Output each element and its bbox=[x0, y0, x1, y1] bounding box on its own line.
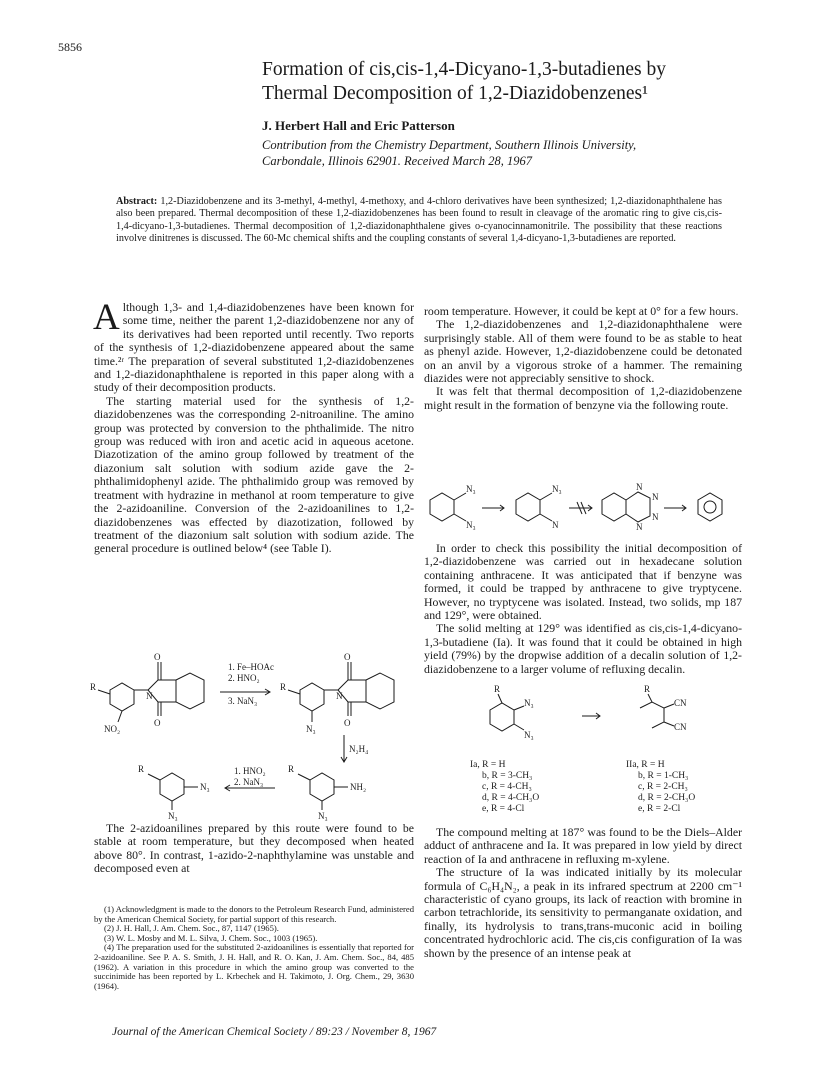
paragraph-azidoanilines: The 2-azidoanilines prepared by this route were found to be stable at room temperature, but they decomposed when heated above 80°. In contrast, 1-azido-2-naphthylamine was unstable and decomposed even at bbox=[94, 821, 414, 876]
benzene-ring bbox=[430, 493, 454, 521]
svg-text:R: R bbox=[644, 684, 651, 694]
svg-text:N: N bbox=[336, 691, 343, 701]
synthesis-scheme bbox=[90, 650, 420, 820]
svg-text:N₃: N₃ bbox=[168, 811, 178, 821]
series-ii-item: e, R = 2-Cl bbox=[638, 804, 681, 814]
svg-text:R: R bbox=[138, 764, 145, 774]
svg-text:O: O bbox=[154, 718, 161, 728]
svg-text:R: R bbox=[288, 764, 295, 774]
series-ii-legend bbox=[626, 760, 736, 815]
series-i-item: b, R = 3-CH₃ bbox=[482, 771, 533, 781]
paragraph-dicyano: The solid melting at 129° was identified as cis,cis-1,4-dicyano-1,3-butadiene (Ia). It was found that it could be obtained in high yield (79%) by the dropwise addition of a decalin solution of 1,2-diazidobenzene to a larger volume of refluxing decalin. bbox=[424, 621, 742, 676]
svg-text:NO₂: NO₂ bbox=[104, 724, 121, 734]
series-ii-item: b, R = 1-CH₃ bbox=[638, 771, 689, 781]
benzene-ring bbox=[602, 493, 626, 521]
left-column-bottom bbox=[94, 822, 414, 876]
benzene-ring bbox=[160, 773, 184, 801]
dicyanobutadiene-scheme bbox=[470, 684, 730, 758]
svg-text:N₃: N₃ bbox=[318, 811, 328, 821]
affiliation-line-2: Carbondale, Illinois 62901. Received March 28, 1967 bbox=[262, 153, 532, 168]
footnote-4: (4) The preparation used for the substituted 2-azidoanilines is essentially that reported for 2-azidoaniline. See P. A. S. Smith, J. H. Hall, and R. O. Kan, J. Am. Chem. Soc., 84, 485 (1962). A variation in this procedure in which the amino group was converted to the succinimide has been reported by L. Krbechek and H. Takimoto, J. Org. Chem., 29, 3630 (1964). bbox=[94, 942, 414, 991]
affiliation-line-1: Contribution from the Chemistry Department, Southern Illinois University, bbox=[262, 138, 637, 152]
series-i-legend bbox=[470, 760, 580, 815]
reagent-4: 1. HNO₂ bbox=[234, 766, 266, 776]
right-column-top bbox=[424, 305, 742, 412]
benzene-ring bbox=[110, 683, 134, 711]
svg-text:CN: CN bbox=[674, 722, 687, 732]
footnote-2: (2) J. H. Hall, J. Am. Chem. Soc., 87, 1147 (1965). bbox=[104, 923, 279, 934]
page-number: 5856 bbox=[58, 40, 82, 54]
affiliation bbox=[262, 138, 722, 169]
svg-text:O: O bbox=[344, 652, 351, 662]
paragraph-anthracene: In order to check this possibility the initial decomposition of 1,2-diazidobenzene was carried out in hexadecane solution containing anthracene. It was anticipated that if benzyne was formed, it could be trapped by anthracene to give tryptycene. However, no tryptycene was isolated. Instead, two solids, mp 187 and 129°, were obtained. bbox=[424, 541, 742, 623]
svg-text:N₃: N₃ bbox=[524, 730, 534, 740]
paragraph-synthesis: The starting material used for the synthesis of 1,2-diazidobenzenes was the corresponding 2-nitroaniline. The amino group was protected by conversion to the phthalimide. The nitro group was reduced with iron and acetic acid in aqueous acetone. Diazotization of the amino group followed by treatment of the diazonium salt solution with sodium azide gave the 2-phthalimidophenyl azide. The phthalimido group was removed by treatment with hydrazine in methanol at room temperature to give the 2-azidoaniline. Conversion of the 2-azidoanilines to 1,2-diazidobenzenes was effected by diazotization, followed by treatment of the diazonium salt solution with sodium azide. The general procedure is outlined below⁴ (see Table I). bbox=[94, 393, 414, 556]
abstract-text: 1,2-Diazidobenzene and its 3-methyl, 4-methyl, 4-methoxy, and 4-chloro derivatives have been synthesized; 1,2-diazidonaphthalene has also been prepared. Thermal decomposition of these 1,2-diazidobenzenes has been found to result in cleavage of the aromatic ring to give cis,cis-1,4-dicyano-1,3-butadienes. Thermal decomposition of 1,2-diazidonaphthalene gives o-cyanocinnamonitrile. The possibility that these reactions involve dinitrenes is discussed. The 60-Mc chemical shifts and the coupling constants of several 1,4-dicyano-1,3-butadienes are reported. bbox=[116, 196, 723, 244]
svg-text:N: N bbox=[652, 492, 659, 502]
reagent-hydrazine: N₂H₄ bbox=[349, 744, 369, 754]
series-ii-item: IIa, R = H bbox=[626, 760, 665, 770]
paragraph-benzyne: It was felt that thermal decomposition of 1,2-diazidobenzene might result in the formation of benzyne via the following route. bbox=[424, 384, 742, 412]
series-i-item: d, R = 4-CH₃O bbox=[482, 793, 540, 803]
series-ii-item: c, R = 2-CH₃ bbox=[638, 782, 688, 792]
abstract bbox=[116, 196, 722, 245]
svg-text:N₃: N₃ bbox=[552, 484, 562, 494]
paper-title bbox=[262, 58, 722, 106]
authors: J. Herbert Hall and Eric Patterson bbox=[262, 118, 455, 133]
left-column-top bbox=[93, 297, 414, 556]
paragraph-intro bbox=[93, 297, 414, 395]
paragraph-stability: The 1,2-diazidobenzenes and 1,2-diazidonaphthalene were surprisingly stable. All of them were found to be as stable to heat as phenyl azide. However, 1,2-diazidobenzene could be detonated on an anvil by a vigorous stroke of a hammer. The remaining diazides were not appreciably sensitive to shock. bbox=[424, 317, 742, 386]
benzene-ring bbox=[310, 773, 334, 801]
svg-text:N: N bbox=[636, 522, 643, 532]
right-column-bottom bbox=[424, 826, 742, 960]
benzyne-route-scheme bbox=[424, 478, 742, 534]
svg-text:N: N bbox=[146, 691, 153, 701]
drop-cap: A bbox=[93, 297, 120, 338]
series-ii-item: d, R = 2-CH₃O bbox=[638, 793, 696, 803]
svg-text:N: N bbox=[652, 512, 659, 522]
svg-text:R: R bbox=[90, 682, 97, 692]
footnote-1: (1) Acknowledgment is made to the donors to the Petroleum Research Fund, administered by the American Chemical Society, for partial support of this research. bbox=[94, 904, 414, 924]
butadiene-chain bbox=[640, 702, 664, 728]
reagent-5: 2. NaN₃ bbox=[234, 777, 264, 787]
series-i-item: e, R = 4-Cl bbox=[482, 804, 525, 814]
paragraph-structure: The structure of Ia was indicated initially by its molecular formula of C₆H₄N₂, a peak in its infrared spectrum at 2200 cm⁻¹ characteristic of cyano groups, its lack of reaction with bromine in carbon tetrachloride, its sensitivity to permanganate oxidation, and finally, its hydrolysis to trans,trans-muconic acid in boiling concentrated hydrochloric acid. The cis,cis configuration of Ia was shown by the presence of an intense peak at bbox=[424, 865, 742, 960]
paragraph-continued: room temperature. However, it could be kept at 0° for a few hours. bbox=[424, 304, 739, 318]
svg-text:N₃: N₃ bbox=[200, 782, 210, 792]
right-column-middle bbox=[424, 542, 742, 676]
series-i-item: c, R = 4-CH₃ bbox=[482, 782, 532, 792]
svg-text:O: O bbox=[344, 718, 351, 728]
svg-text:NH₂: NH₂ bbox=[350, 782, 367, 792]
svg-text:CN: CN bbox=[674, 698, 687, 708]
reagent-3: 3. NaN₃ bbox=[228, 696, 258, 706]
reagent-1: 1. Fe–HOAc bbox=[228, 662, 274, 672]
svg-text:N: N bbox=[552, 520, 559, 530]
benzene-ring bbox=[516, 493, 540, 521]
benzyne-ring bbox=[698, 493, 722, 521]
series-i-item: Ia, R = H bbox=[470, 760, 506, 770]
svg-text:O: O bbox=[154, 652, 161, 662]
paragraph-intro-text: lthough 1,3- and 1,4-diazidobenzenes have been known for some time, neither the parent 1,2-diazidobenzene nor any of its derivatives had been reported until recently. Two reports of the synthesis of 1,2-diazidobenzene appeared about the same time.²ʳ The preparation of several substituted 1,2-diazidobenzenes and 1,2-diazidonaphthalene is reported in this paper along with a study of their decomposition products. bbox=[94, 300, 414, 395]
svg-text:N₃: N₃ bbox=[306, 724, 316, 734]
footnotes bbox=[94, 905, 414, 991]
title-line-1: Formation of cis,cis-1,4-Dicyano-1,3-butadienes by bbox=[262, 59, 666, 80]
footnote-3: (3) W. L. Mosby and M. L. Silva, J. Chem. Soc., 1003 (1965). bbox=[104, 932, 318, 943]
journal-footer: Journal of the American Chemical Society / 89:23 / November 8, 1967 bbox=[112, 1026, 437, 1038]
svg-text:N₃: N₃ bbox=[524, 698, 534, 708]
benzene-ring bbox=[490, 703, 514, 731]
abstract-label: Abstract: bbox=[116, 196, 158, 207]
svg-text:R: R bbox=[280, 682, 287, 692]
svg-text:R: R bbox=[494, 684, 501, 694]
svg-text:N₃: N₃ bbox=[466, 520, 476, 530]
svg-text:N: N bbox=[636, 482, 643, 492]
reagent-2: 2. HNO₂ bbox=[228, 673, 260, 683]
title-line-2: Thermal Decomposition of 1,2-Diazidobenzenes¹ bbox=[262, 83, 648, 104]
benzene-ring bbox=[300, 683, 324, 711]
paragraph-diels-alder: The compound melting at 187° was found to be the Diels–Alder adduct of anthracene and Ia. It was prepared in low yield by direct reaction of Ia and anthracene in refluxing m-xylene. bbox=[424, 825, 742, 866]
svg-text:N₃: N₃ bbox=[466, 484, 476, 494]
